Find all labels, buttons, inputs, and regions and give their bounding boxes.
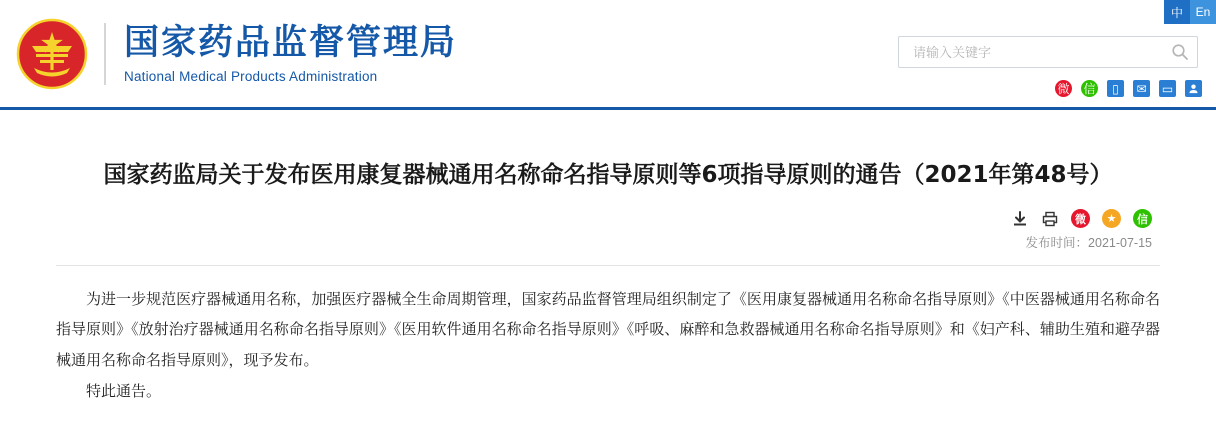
language-switch[interactable]: [1164, 0, 1216, 24]
download-icon[interactable]: [1011, 210, 1029, 228]
org-name-cn: 国家药品监督管理局: [124, 23, 458, 64]
publish-label: 发布时间：: [1025, 235, 1089, 250]
logo-divider: [104, 23, 106, 85]
article-body: [56, 266, 1160, 407]
wechat-icon[interactable]: 信: [1081, 80, 1098, 97]
site-logo[interactable]: [0, 16, 457, 92]
weibo-icon[interactable]: 微: [1055, 80, 1072, 97]
search-input[interactable]: [911, 44, 1171, 61]
paragraph-1: 为进一步规范医疗器械通用名称，加强医疗器械全生命周期管理，国家药品监督管理局组织制定了《医用康复器械通用名称命名指导原则》《中医器械通用名称命名指导原则》《放射治疗器械通用名称命名指导原则》《医用软件通用名称命名指导原则》《呼吸、麻醉和急救器械通用名称命名指导原则》和《妇产科、辅助生殖和避孕器械通用名称命名指导原则》，现予发布。: [56, 289, 1160, 369]
article: [0, 110, 1216, 407]
paragraph-2: 特此通告。: [86, 381, 162, 400]
site-titles: [124, 23, 457, 83]
publish-date: [56, 223, 1160, 251]
print-icon[interactable]: [1041, 210, 1059, 228]
mobile-icon[interactable]: ▯: [1107, 80, 1124, 97]
share-wechat-icon[interactable]: 信: [1133, 209, 1152, 228]
page-title: 国家药监局关于发布医用康复器械通用名称命名指导原则等6项指导原则的通告（2021年第48号）: [103, 162, 1113, 188]
publish-value: 2021-07-15: [1088, 235, 1152, 250]
site-header: [0, 0, 1216, 110]
article-tools: [56, 193, 1160, 226]
screen-icon[interactable]: ▭: [1159, 80, 1176, 97]
national-emblem-icon: [14, 16, 90, 92]
lang-cn-button[interactable]: 中: [1164, 0, 1190, 24]
share-weibo-icon[interactable]: 微: [1071, 209, 1090, 228]
search-icon[interactable]: [1171, 43, 1189, 61]
user-icon[interactable]: [1185, 80, 1202, 97]
share-favorite-icon[interactable]: ★: [1102, 209, 1121, 228]
mail-icon[interactable]: ✉: [1133, 80, 1150, 97]
social-links: [1055, 80, 1202, 97]
lang-en-button[interactable]: En: [1190, 0, 1216, 24]
org-name-en: National Medical Products Administration: [124, 68, 378, 84]
search-area: [898, 36, 1198, 68]
search-box[interactable]: [898, 36, 1198, 68]
